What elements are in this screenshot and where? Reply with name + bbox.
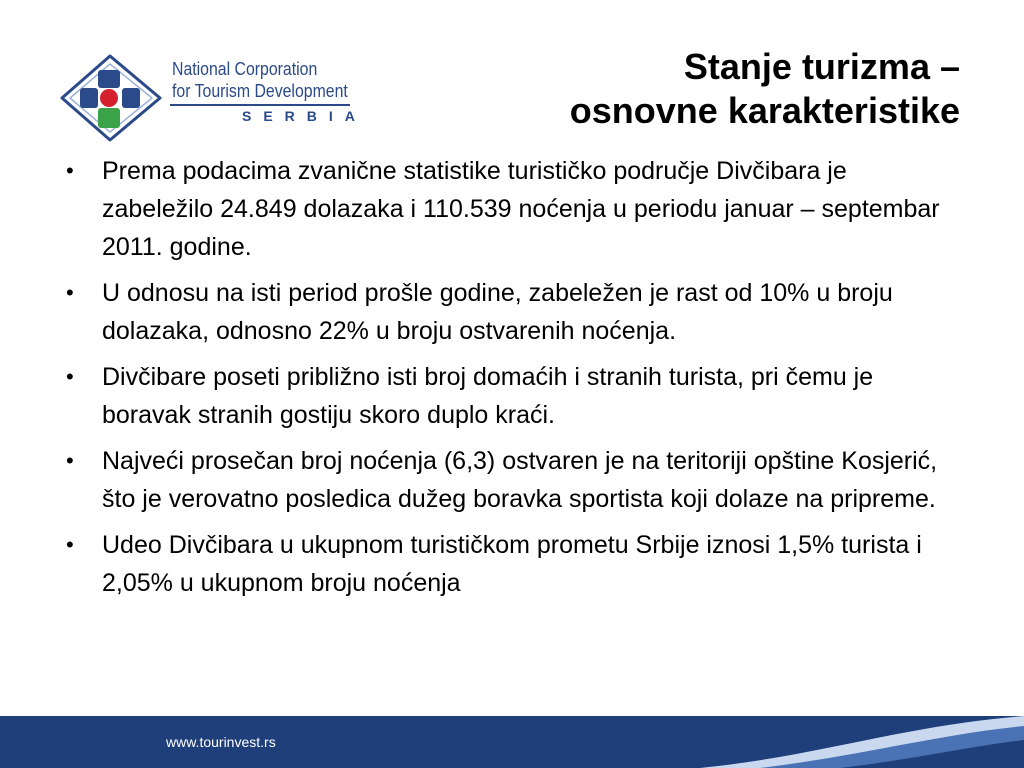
bullet-dot: • (66, 364, 74, 389)
bullet-text: Udeo Divčibara u ukupnom turističkom prometu Srbije iznosi 1,5% turista i 2,05% u ukupnom broju noćenja (102, 531, 922, 597)
bullet-text: Najveći prosečan broj noćenja (6,3) ostvaren je na teritoriji opštine Kosjerić, što je verovatno posledica dužeg boravka sportista koji dolaze na pripreme. (102, 447, 938, 513)
bullet-text: U odnosu na isti period prošle godine, zabeležen je rast od 10% u broju dolazaka, odnosno 22% u broju ostvarenih noćenja. (102, 279, 893, 345)
bullet-dot: • (66, 448, 74, 473)
bullet-dot: • (66, 158, 74, 183)
bullet-dot: • (66, 280, 74, 305)
logo-country: SERBIA (242, 108, 367, 124)
slide-content (62, 152, 962, 610)
logo-divider (170, 104, 350, 106)
logo-line-2: for Tourism Development (172, 81, 348, 101)
footer-url[interactable]: www.tourinvest.rs (166, 734, 276, 750)
bullet-item (62, 152, 962, 266)
footer-wave-icon (0, 716, 1024, 768)
logo-line-1: National Corporation (172, 59, 318, 79)
bullet-item (62, 442, 962, 518)
bullet-text: Prema podacima zvanične statistike turističko područje Divčibara je zabeležilo 24.849 dolazaka i 110.539 noćenja u periodu januar – septembar 2011. godine. (102, 157, 940, 261)
bullet-list (62, 152, 962, 602)
bullet-text: Divčibare poseti približno isti broj domaćih i stranih turista, pri čemu je boravak stranih gostiju skoro duplo kraći. (102, 363, 874, 429)
logo-text (172, 58, 348, 102)
logo-emblem-icon (52, 48, 172, 143)
logo (52, 48, 367, 143)
bullet-item (62, 358, 962, 434)
title-line-2: osnovne karakteristike (569, 90, 960, 131)
bullet-item (62, 274, 962, 350)
footer-band (0, 716, 1024, 768)
page-title (570, 45, 960, 133)
bullet-item (62, 526, 962, 602)
title-line-1: Stanje turizma – (683, 46, 960, 87)
bullet-dot: • (66, 532, 74, 557)
